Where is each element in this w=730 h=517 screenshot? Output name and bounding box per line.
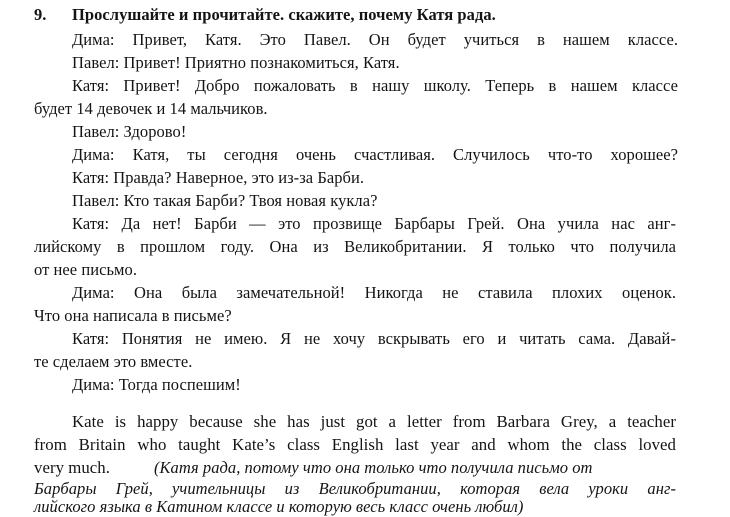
dialogue-line: те сделаем это вместе. bbox=[34, 352, 193, 371]
dialogue-line: Дима: Привет, Катя. Это Павел. Он будет учиться в нашем классе. bbox=[72, 30, 678, 49]
dialogue-line: Катя: Привет! Добро пожаловать в нашу школу. Теперь в нашем классе bbox=[72, 76, 678, 95]
exercise-title: Прослушайте и прочитайте. скажите, почему Катя рада. bbox=[72, 5, 496, 24]
answer-russian-line: лийского языка в Катином классе и которую весь класс очень любил) bbox=[34, 497, 524, 516]
dialogue-line: Что она написала в письме? bbox=[34, 306, 232, 325]
dialogue-line: Дима: Она была замечательной! Никогда не ставила плохих оценок. bbox=[72, 283, 676, 302]
dialogue-line: Катя: Понятия не имею. Я не хочу вскрывать его и читать сама. Давай- bbox=[72, 329, 676, 348]
answer-mixed-line bbox=[34, 457, 676, 478]
answer-english-line: Kate is happy because she has just got a letter from Barbara Grey, a teacher bbox=[72, 412, 676, 431]
dialogue-line: будет 14 девочек и 14 мальчиков. bbox=[34, 99, 268, 118]
answer-russian-line: Барбары Грей, учительницы из Великобритании, которая вела уроки анг- bbox=[34, 479, 676, 498]
dialogue-line: Дима: Тогда поспешим! bbox=[72, 375, 241, 394]
dialogue-line: Павел: Привет! Приятно познакомиться, Катя. bbox=[72, 53, 400, 72]
dialogue-line: Катя: Правда? Наверное, это из-за Барби. bbox=[72, 168, 365, 187]
dialogue-line: Катя: Да нет! Барби — это прозвище Барбары Грей. Она учила нас анг- bbox=[72, 214, 676, 233]
answer-english-end: very much. bbox=[34, 458, 110, 477]
exercise-number: 9. bbox=[34, 5, 47, 24]
answer-russian-translation: (Катя рада, потому что она только что получила письмо от bbox=[154, 458, 593, 477]
dialogue-line: Павел: Здорово! bbox=[72, 122, 187, 141]
dialogue-line: Дима: Катя, ты сегодня очень счастливая. Случилось что-то хорошее? bbox=[72, 145, 678, 164]
dialogue-line: от нее письмо. bbox=[34, 260, 137, 279]
answer-english-line: from Britain who taught Kate’s class English last year and whom the class loved bbox=[34, 435, 676, 454]
dialogue-line: лийскому в прошлом году. Она из Великобритании. Я только что получила bbox=[34, 237, 676, 256]
dialogue-line: Павел: Кто такая Барби? Твоя новая кукла? bbox=[72, 191, 378, 210]
